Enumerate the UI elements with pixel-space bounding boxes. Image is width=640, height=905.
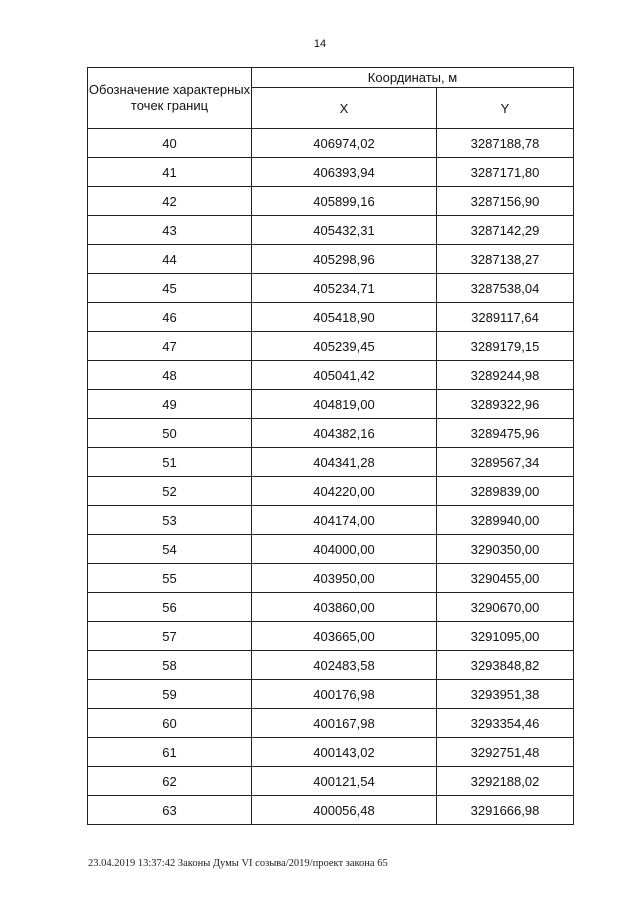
- x-cell: 403665,00: [252, 622, 437, 651]
- point-cell: 61: [88, 738, 252, 767]
- point-cell: 51: [88, 448, 252, 477]
- y-cell: 3287188,78: [437, 129, 574, 158]
- table-row: [88, 187, 574, 216]
- y-cell: 3287138,27: [437, 245, 574, 274]
- x-cell: 400056,48: [252, 796, 437, 825]
- table-row: [88, 216, 574, 245]
- y-cell: 3290455,00: [437, 564, 574, 593]
- table-row: [88, 129, 574, 158]
- header-y: Y: [437, 88, 574, 129]
- y-cell: 3289322,96: [437, 390, 574, 419]
- point-cell: 53: [88, 506, 252, 535]
- table-row: [88, 332, 574, 361]
- x-cell: 405298,96: [252, 245, 437, 274]
- table-row: [88, 622, 574, 651]
- x-cell: 403950,00: [252, 564, 437, 593]
- point-cell: 48: [88, 361, 252, 390]
- point-cell: 62: [88, 767, 252, 796]
- x-cell: 404341,28: [252, 448, 437, 477]
- x-cell: 406974,02: [252, 129, 437, 158]
- point-cell: 47: [88, 332, 252, 361]
- x-cell: 405432,31: [252, 216, 437, 245]
- table-row: [88, 593, 574, 622]
- y-cell: 3289839,00: [437, 477, 574, 506]
- x-cell: 405418,90: [252, 303, 437, 332]
- point-cell: 49: [88, 390, 252, 419]
- point-cell: 59: [88, 680, 252, 709]
- point-cell: 57: [88, 622, 252, 651]
- point-cell: 43: [88, 216, 252, 245]
- x-cell: 400121,54: [252, 767, 437, 796]
- x-cell: 402483,58: [252, 651, 437, 680]
- header-coordinates: Координаты, м: [252, 68, 574, 88]
- x-cell: 400143,02: [252, 738, 437, 767]
- y-cell: 3289475,96: [437, 419, 574, 448]
- x-cell: 405234,71: [252, 274, 437, 303]
- y-cell: 3292188,02: [437, 767, 574, 796]
- header-x: X: [252, 88, 437, 129]
- y-cell: 3289117,64: [437, 303, 574, 332]
- point-cell: 44: [88, 245, 252, 274]
- table-row: [88, 709, 574, 738]
- x-cell: 404382,16: [252, 419, 437, 448]
- x-cell: 405041,42: [252, 361, 437, 390]
- x-cell: 405239,45: [252, 332, 437, 361]
- y-cell: 3289940,00: [437, 506, 574, 535]
- table-row: [88, 680, 574, 709]
- x-cell: 404220,00: [252, 477, 437, 506]
- point-cell: 60: [88, 709, 252, 738]
- table-row: [88, 738, 574, 767]
- y-cell: 3287171,80: [437, 158, 574, 187]
- x-cell: 404000,00: [252, 535, 437, 564]
- table-row: [88, 506, 574, 535]
- table-row: [88, 651, 574, 680]
- x-cell: 400176,98: [252, 680, 437, 709]
- y-cell: 3293848,82: [437, 651, 574, 680]
- point-cell: 40: [88, 129, 252, 158]
- x-cell: 400167,98: [252, 709, 437, 738]
- page-number: 14: [313, 38, 327, 50]
- x-cell: 404819,00: [252, 390, 437, 419]
- footer-document-stamp: 23.04.2019 13:37:42 Законы Думы VI созыва/2019/проект закона 65: [88, 858, 388, 869]
- y-cell: 3289244,98: [437, 361, 574, 390]
- point-cell: 41: [88, 158, 252, 187]
- point-cell: 42: [88, 187, 252, 216]
- y-cell: 3291666,98: [437, 796, 574, 825]
- point-cell: 50: [88, 419, 252, 448]
- x-cell: 404174,00: [252, 506, 437, 535]
- x-cell: 406393,94: [252, 158, 437, 187]
- point-cell: 55: [88, 564, 252, 593]
- point-cell: 46: [88, 303, 252, 332]
- y-cell: 3289567,34: [437, 448, 574, 477]
- y-cell: 3293951,38: [437, 680, 574, 709]
- table-row: [88, 535, 574, 564]
- y-cell: 3292751,48: [437, 738, 574, 767]
- table-header: [88, 68, 574, 129]
- table-row: [88, 767, 574, 796]
- table-row: [88, 303, 574, 332]
- y-cell: 3290350,00: [437, 535, 574, 564]
- y-cell: 3290670,00: [437, 593, 574, 622]
- coordinates-table: [87, 67, 574, 825]
- point-cell: 63: [88, 796, 252, 825]
- y-cell: 3287142,29: [437, 216, 574, 245]
- point-cell: 45: [88, 274, 252, 303]
- y-cell: 3289179,15: [437, 332, 574, 361]
- table-row: [88, 419, 574, 448]
- point-cell: 52: [88, 477, 252, 506]
- point-cell: 58: [88, 651, 252, 680]
- point-cell: 56: [88, 593, 252, 622]
- table-row: [88, 796, 574, 825]
- y-cell: 3287156,90: [437, 187, 574, 216]
- table-row: [88, 274, 574, 303]
- table-row: [88, 564, 574, 593]
- table-row: [88, 477, 574, 506]
- point-cell: 54: [88, 535, 252, 564]
- y-cell: 3287538,04: [437, 274, 574, 303]
- x-cell: 405899,16: [252, 187, 437, 216]
- table-row: [88, 158, 574, 187]
- table-row: [88, 448, 574, 477]
- table-row: [88, 245, 574, 274]
- header-point-designation: Обозначение характерных точек границ: [88, 68, 252, 129]
- y-cell: 3291095,00: [437, 622, 574, 651]
- table-row: [88, 361, 574, 390]
- x-cell: 403860,00: [252, 593, 437, 622]
- y-cell: 3293354,46: [437, 709, 574, 738]
- table-body: [88, 129, 574, 825]
- table-row: [88, 390, 574, 419]
